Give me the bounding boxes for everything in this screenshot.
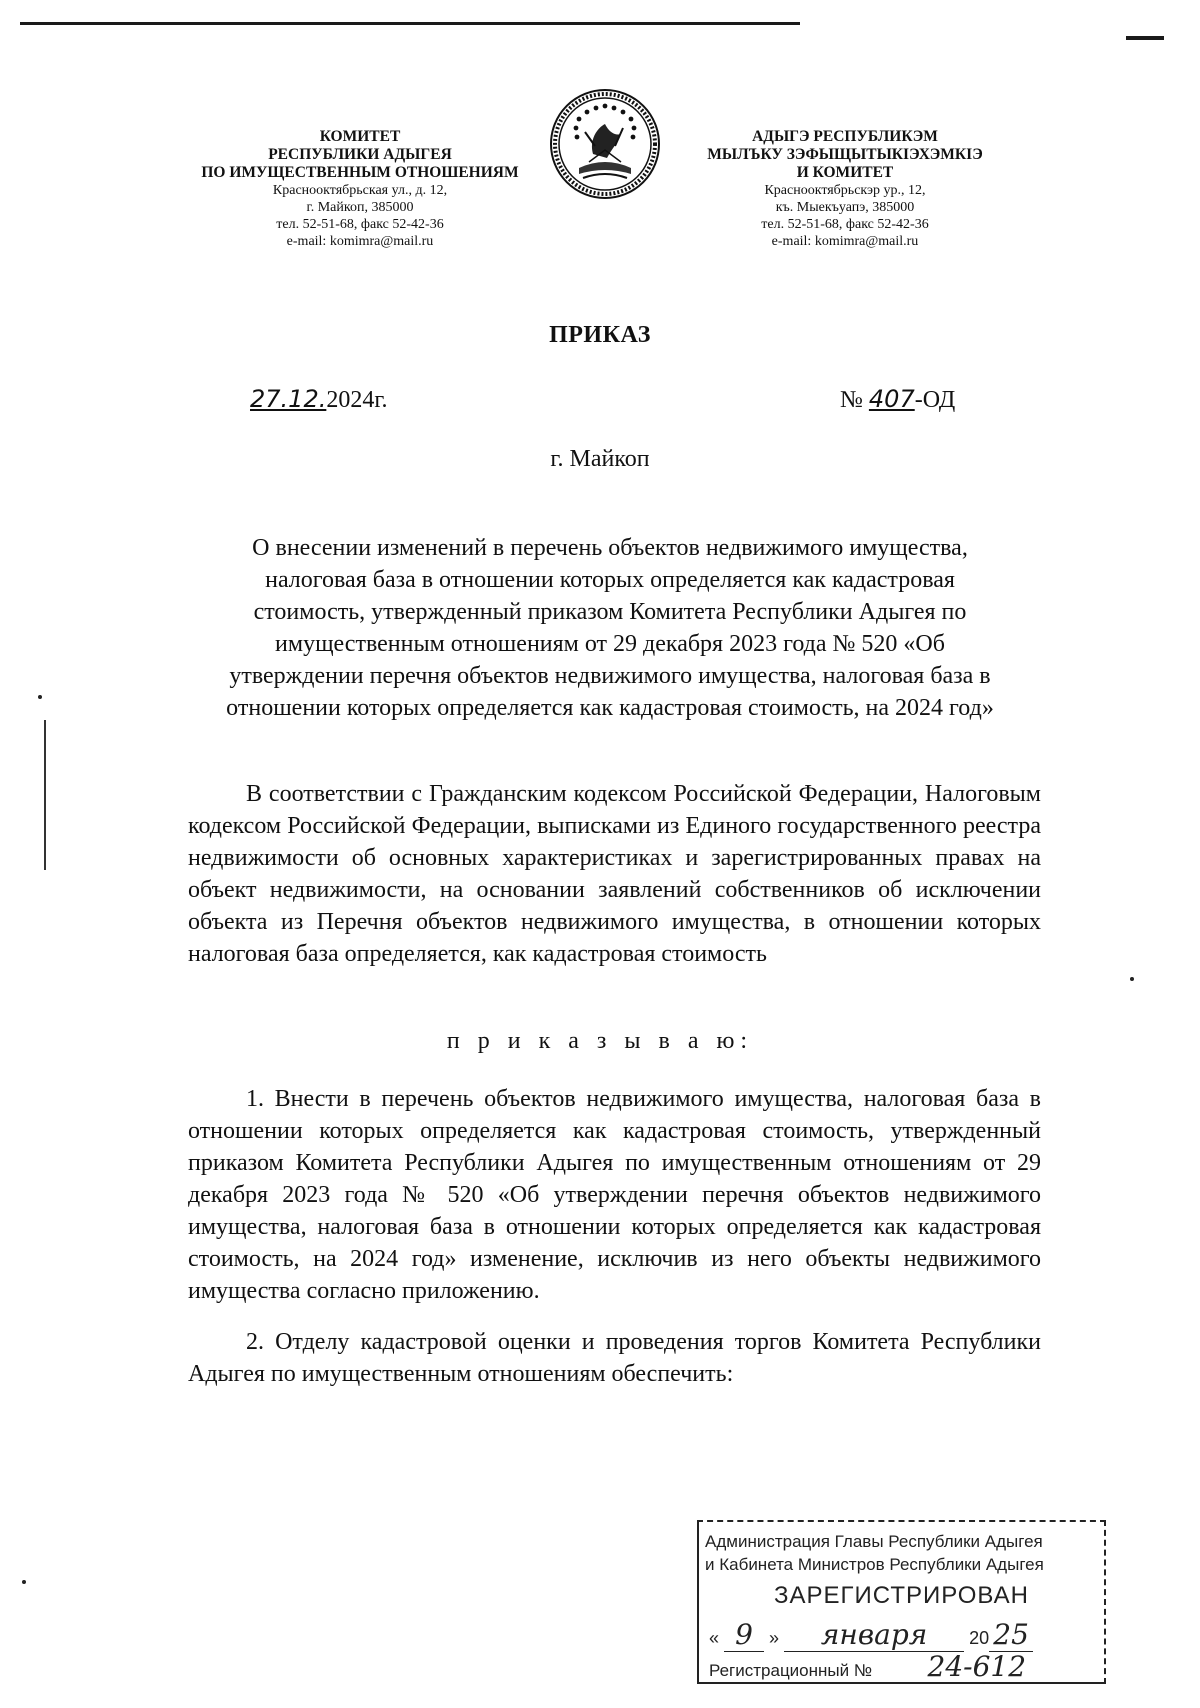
item-2-text: 2. Отделу кадастровой оценки и проведения торгов Комитета Республики Адыгея по имущественным отношениям обеспечить: — [188, 1329, 1041, 1387]
date-year: 2024г. — [326, 387, 388, 413]
stamp-year: 25 — [989, 1618, 1033, 1652]
stamp-month: января — [784, 1618, 964, 1652]
order-subject — [180, 532, 1040, 724]
email-line: e-mail: komimra@mail.ru — [286, 234, 434, 249]
scan-margin-mark — [44, 720, 46, 870]
stamp-org — [705, 1530, 1101, 1576]
stamp-year-prefix: 20 — [969, 1628, 990, 1648]
stamp-org-line: Администрация Главы Республики Адыгея — [705, 1532, 1043, 1551]
address-line: тел. 52-51-68, факс 52-42-36 — [276, 217, 444, 232]
preamble-paragraph — [188, 778, 1041, 970]
order-number — [840, 385, 955, 414]
stamp-close-quote: » — [769, 1628, 780, 1648]
number-suffix: -ОД — [914, 387, 956, 413]
scan-edge-line-top — [20, 22, 800, 25]
email-line: e-mail: komimra@mail.ru — [771, 234, 919, 249]
stamp-day: 9 — [724, 1618, 764, 1652]
scan-speck — [22, 1580, 26, 1584]
address-line: Краснооктябрьскэр ур., 12, — [764, 183, 926, 198]
order-item-1 — [188, 1083, 1041, 1307]
handwritten-number: 407 — [868, 385, 915, 413]
handwritten-date: 27.12. — [250, 385, 327, 413]
stamp-date — [709, 1618, 1033, 1652]
address-line: тел. 52-51-68, факс 52-42-36 — [761, 217, 929, 232]
stamp-open-quote: « — [709, 1628, 720, 1648]
stamp-reg-label: Регистрационный № — [709, 1661, 873, 1680]
subject-line: О внесении изменений в перечень объектов недвижимого имущества, — [252, 535, 968, 561]
document-title: ПРИКАЗ — [549, 322, 651, 348]
order-keyword: п р и к а з ы в а ю: — [446, 1028, 754, 1054]
order-date — [250, 385, 387, 414]
org-name-line: И КОМИТЕТ — [796, 164, 894, 181]
city-line: г. Майкоп — [550, 446, 650, 472]
scan-speck — [38, 695, 42, 699]
address-line: г. Майкоп, 385000 — [306, 200, 414, 215]
org-name-line: РЕСПУБЛИКИ АДЫГЕЯ — [268, 146, 452, 163]
scan-edge-line-right — [1126, 36, 1164, 40]
subject-line: отношении которых определяется как кадастровая стоимость, на 2024 год» — [226, 695, 994, 721]
registration-stamp — [697, 1520, 1106, 1684]
address-line: къ. Мыекъуапэ, 385000 — [775, 200, 915, 215]
subject-line: имущественным отношениям от 29 декабря 2023 года № 520 «Об — [275, 631, 945, 657]
address-line: Краснооктябрьская ул., д. 12, — [272, 183, 448, 198]
order-item-2 — [188, 1326, 1041, 1390]
subject-line: стоимость, утвержденный приказом Комитета Республики Адыгея по — [253, 599, 967, 625]
preamble-text: В соответствии с Гражданским кодексом Российской Федерации, Налоговым кодексом Российской Федерации, выписками из Единого государственного реестра недвижимости об основных характеристиках и зарегистрированных правах на объект недвижимости, на основании заявлений собственников об исключении объекта из Перечня объектов недвижимого имущества, в отношении которых налоговая база определяется, как кадастровая стоимость — [188, 781, 1041, 967]
scan-speck — [1130, 977, 1134, 981]
stamp-reg-number — [709, 1650, 1077, 1684]
org-name-line: КОМИТЕТ — [319, 128, 401, 145]
coat-of-arms-icon — [549, 88, 661, 200]
org-name-line: МЫЛЪКУ ЗЭФЫЩЫТЫКІЭХЭМКІЭ — [707, 146, 983, 163]
org-name-line: АДЫГЭ РЕСПУБЛИКЭМ — [752, 128, 938, 145]
number-sign: № — [840, 387, 863, 413]
stamp-org-line: и Кабинета Министров Республики Адыгея — [705, 1555, 1044, 1574]
subject-line: налоговая база в отношении которых определяется как кадастровая — [265, 567, 955, 593]
stamp-reg-value: 24-612 — [877, 1650, 1077, 1684]
stamp-status: ЗАРЕГИСТРИРОВАН — [774, 1582, 1029, 1609]
header-left — [170, 128, 550, 250]
item-1-text: 1. Внести в перечень объектов недвижимого имущества, налоговая база в отношении которых определяется как кадастровая стоимость, утвержденный приказом Комитета Республики Адыгея по имущественным отношениям от 29 декабря 2023 года № 520 «Об утверждении перечня объектов недвижимого имущества, налоговая база в отношении которых определяется как кадастровая стоимость, на 2024 год» изменение, исключив из него объекты недвижимого имущества согласно приложению. — [188, 1086, 1041, 1304]
org-name-line: ПО ИМУЩЕСТВЕННЫМ ОТНОШЕНИЯМ — [201, 164, 519, 181]
subject-line: утверждении перечня объектов недвижимого имущества, налоговая база в — [229, 663, 991, 689]
header-right — [680, 128, 1010, 250]
